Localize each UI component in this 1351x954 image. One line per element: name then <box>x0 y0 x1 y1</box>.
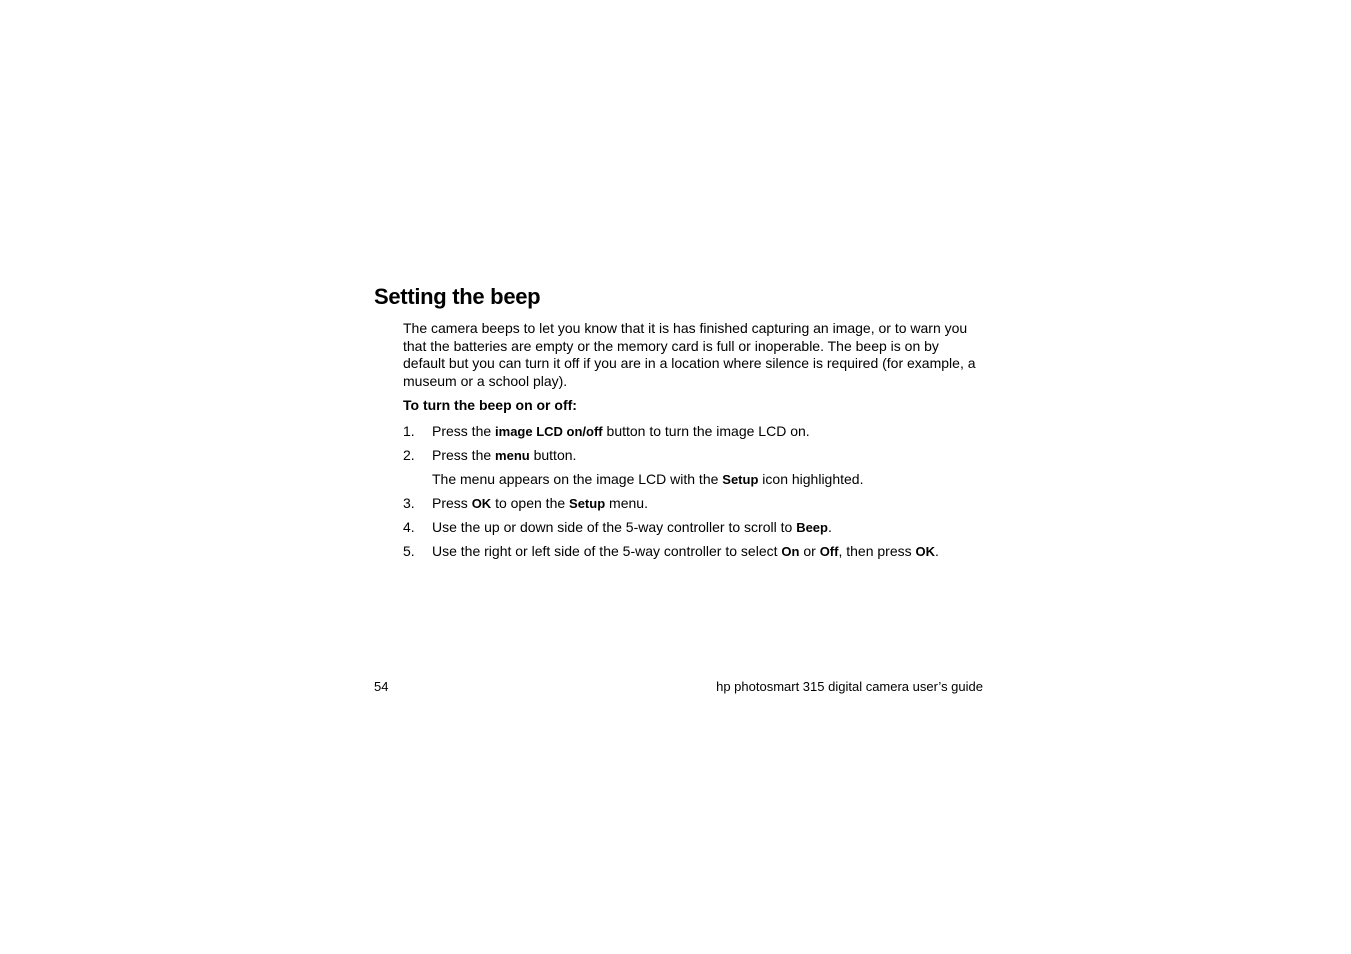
step-text: Press the image LCD on/off button to turn the image LCD on. <box>432 423 810 439</box>
intro-paragraph: The camera beeps to let you know that it is has finished capturing an image, or to warn you that the batteries are empty or the memory card is full or inoperable. The beep is on by default but you can turn it off if you are in a location where silence is required (for example, a museum or a school play). <box>403 320 976 389</box>
step-number: 4. <box>403 519 415 535</box>
step-text: Use the right or left side of the 5-way controller to select On or Off, then press OK. <box>432 543 939 559</box>
step-4 <box>403 519 832 535</box>
step-text: Use the up or down side of the 5-way controller to scroll to Beep. <box>432 519 832 535</box>
step-number: 3. <box>403 495 415 511</box>
step-2 <box>403 447 576 463</box>
section-heading: Setting the beep <box>374 284 541 309</box>
page-number: 54 <box>374 679 389 694</box>
step-text: Press OK to open the Setup menu. <box>432 495 648 511</box>
step-3 <box>403 495 648 511</box>
step-number: 1. <box>403 423 415 439</box>
step-text: Press the menu button. <box>432 447 577 463</box>
step-1 <box>403 423 810 439</box>
procedure-subheading: To turn the beep on or off: <box>403 397 577 413</box>
step-number: 5. <box>403 543 415 559</box>
step-2-note: The menu appears on the image LCD with the Setup icon highlighted. <box>432 471 864 487</box>
step-number: 2. <box>403 447 415 463</box>
guide-title: hp photosmart 315 digital camera user’s guide <box>716 679 983 694</box>
step-5 <box>403 543 939 559</box>
